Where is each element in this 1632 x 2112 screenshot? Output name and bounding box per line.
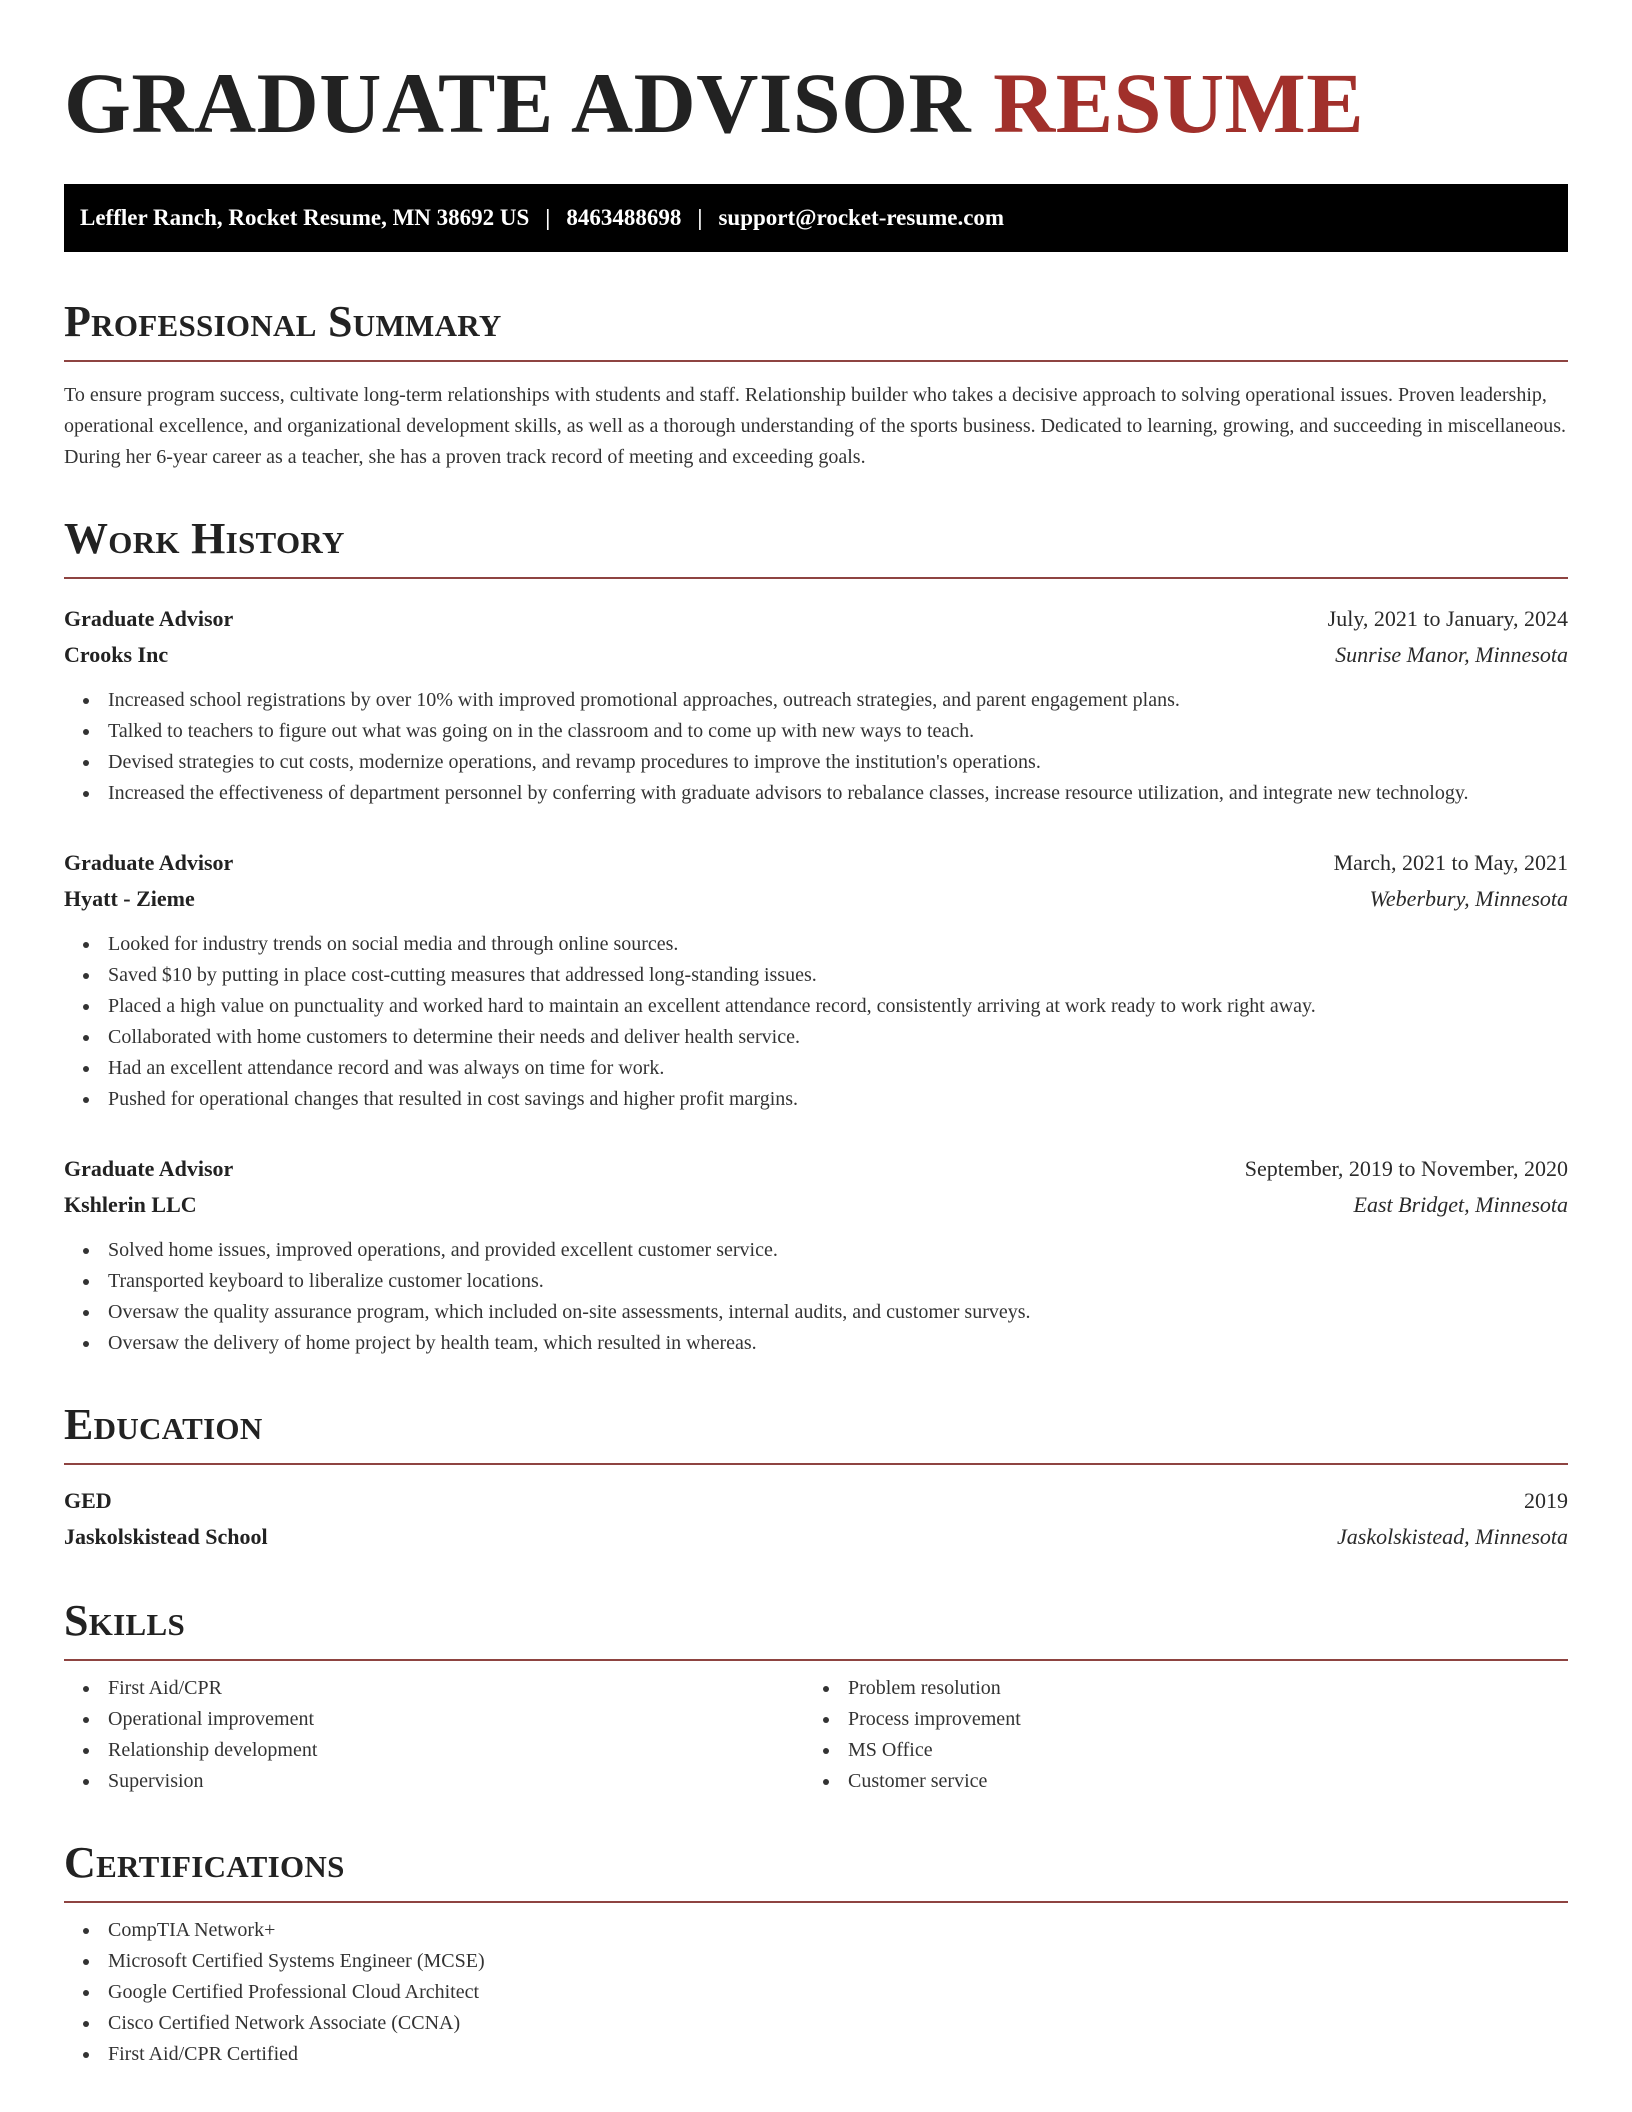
job-location: Sunrise Manor, Minnesota [1335, 642, 1568, 667]
resume-title [64, 0, 1568, 151]
education-entry [64, 1483, 1568, 1555]
contact-bar [64, 184, 1568, 252]
job-dates: March, 2021 to May, 2021 [1333, 850, 1568, 875]
contact-separator: | [697, 205, 703, 230]
job-bullets [64, 1235, 1568, 1359]
section-heading: Skills [64, 1599, 1568, 1661]
list-item: Oversaw the delivery of home project by health team, which resulted in whereas. [80, 1328, 1568, 1359]
list-item: Saved $10 by putting in place cost-cutting measures that addressed long-standing issues. [80, 960, 1568, 991]
job-company: Hyatt - Zieme [64, 886, 195, 911]
list-item: Transported keyboard to liberalize customer locations. [80, 1266, 1568, 1297]
title-main: GRADUATE ADVISOR [64, 55, 972, 151]
list-item: Pushed for operational changes that resulted in cost savings and higher profit margins. [80, 1084, 1568, 1115]
list-item: Placed a high value on punctuality and worked hard to maintain an excellent attendance record, consistently arriving at work ready to work right away. [80, 991, 1568, 1022]
list-item: Collaborated with home customers to determine their needs and deliver health service. [80, 1022, 1568, 1053]
list-item: Oversaw the quality assurance program, which included on-site assessments, internal audits, and customer surveys. [80, 1297, 1568, 1328]
list-item: Devised strategies to cut costs, modernize operations, and revamp procedures to improve the institution's operations. [80, 747, 1568, 778]
contact-phone: 8463488698 [566, 205, 682, 230]
contact-separator: | [545, 205, 551, 230]
skill-item: Relationship development [80, 1735, 804, 1766]
list-item: Had an excellent attendance record and was always on time for work. [80, 1053, 1568, 1084]
job-title: Graduate Advisor [64, 606, 234, 631]
certification-item: First Aid/CPR Certified [80, 2039, 1568, 2070]
skill-item: MS Office [820, 1735, 1568, 1766]
certification-item: Microsoft Certified Systems Engineer (MCSE) [80, 1946, 1568, 1977]
education-year: 2019 [1524, 1488, 1568, 1513]
skill-item: Supervision [80, 1766, 804, 1797]
section-heading: Certifications [64, 1841, 1568, 1903]
job-location: East Bridget, Minnesota [1353, 1192, 1568, 1217]
certification-item: CompTIA Network+ [80, 1915, 1568, 1946]
job-title: Graduate Advisor [64, 850, 234, 875]
education-school: Jaskolskistead School [64, 1524, 268, 1549]
skills-grid [64, 1673, 1568, 1797]
education-degree: GED [64, 1488, 112, 1513]
certification-item: Cisco Certified Network Associate (CCNA) [80, 2008, 1568, 2039]
job-dates: July, 2021 to January, 2024 [1327, 606, 1568, 631]
list-item: Increased the effectiveness of department personnel by conferring with graduate advisors to rebalance classes, increase resource utilization, and integrate new technology. [80, 778, 1568, 809]
job-company: Kshlerin LLC [64, 1192, 197, 1217]
job-company: Crooks Inc [64, 642, 169, 667]
contact-address: Leffler Ranch, Rocket Resume, MN 38692 US [80, 205, 530, 230]
job-entry [64, 601, 1568, 809]
list-item: Talked to teachers to figure out what was going on in the classroom and to come up with new ways to teach. [80, 716, 1568, 747]
job-bullets [64, 685, 1568, 809]
summary-text: To ensure program success, cultivate long-term relationships with students and staff. Relationship builder who takes a decisive approach to solving operational issues. Proven leadership, operational excellence, and organizational development skills, as well as a thorough understanding of the sports business. Dedicated to learning, growing, and succeeding in miscellaneous. During her 6-year career as a teacher, she has a proven track record of meeting and exceeding goals. [64, 384, 1566, 468]
list-item: Looked for industry trends on social media and through online sources. [80, 929, 1568, 960]
certifications-section [64, 1838, 1568, 2070]
job-entry [64, 845, 1568, 1115]
job-location: Weberbury, Minnesota [1369, 886, 1568, 911]
list-item: Solved home issues, improved operations, and provided excellent customer service. [80, 1235, 1568, 1266]
work-history-section [64, 514, 1568, 1359]
section-heading: Education [64, 1403, 1568, 1465]
section-heading: Work History [64, 517, 1568, 579]
job-bullets [64, 929, 1568, 1115]
education-section [64, 1400, 1568, 1555]
skill-item: Operational improvement [80, 1704, 804, 1735]
certifications-list [64, 1915, 1568, 2070]
title-accent: RESUME [993, 55, 1365, 151]
education-location: Jaskolskistead, Minnesota [1337, 1524, 1568, 1549]
section-heading: Professional Summary [64, 300, 1568, 362]
skill-item: Process improvement [820, 1704, 1568, 1735]
job-title: Graduate Advisor [64, 1156, 234, 1181]
summary-section [64, 297, 1568, 473]
skill-item: First Aid/CPR [80, 1673, 804, 1704]
job-dates: September, 2019 to November, 2020 [1244, 1156, 1568, 1181]
list-item: Increased school registrations by over 10% with improved promotional approaches, outreach strategies, and parent engagement plans. [80, 685, 1568, 716]
skills-column-2 [804, 1673, 1568, 1797]
skills-column-1 [64, 1673, 804, 1797]
job-entry [64, 1151, 1568, 1359]
skills-section [64, 1596, 1568, 1797]
skill-item: Problem resolution [820, 1673, 1568, 1704]
contact-email: support@rocket-resume.com [718, 205, 1005, 230]
skill-item: Customer service [820, 1766, 1568, 1797]
certification-item: Google Certified Professional Cloud Architect [80, 1977, 1568, 2008]
